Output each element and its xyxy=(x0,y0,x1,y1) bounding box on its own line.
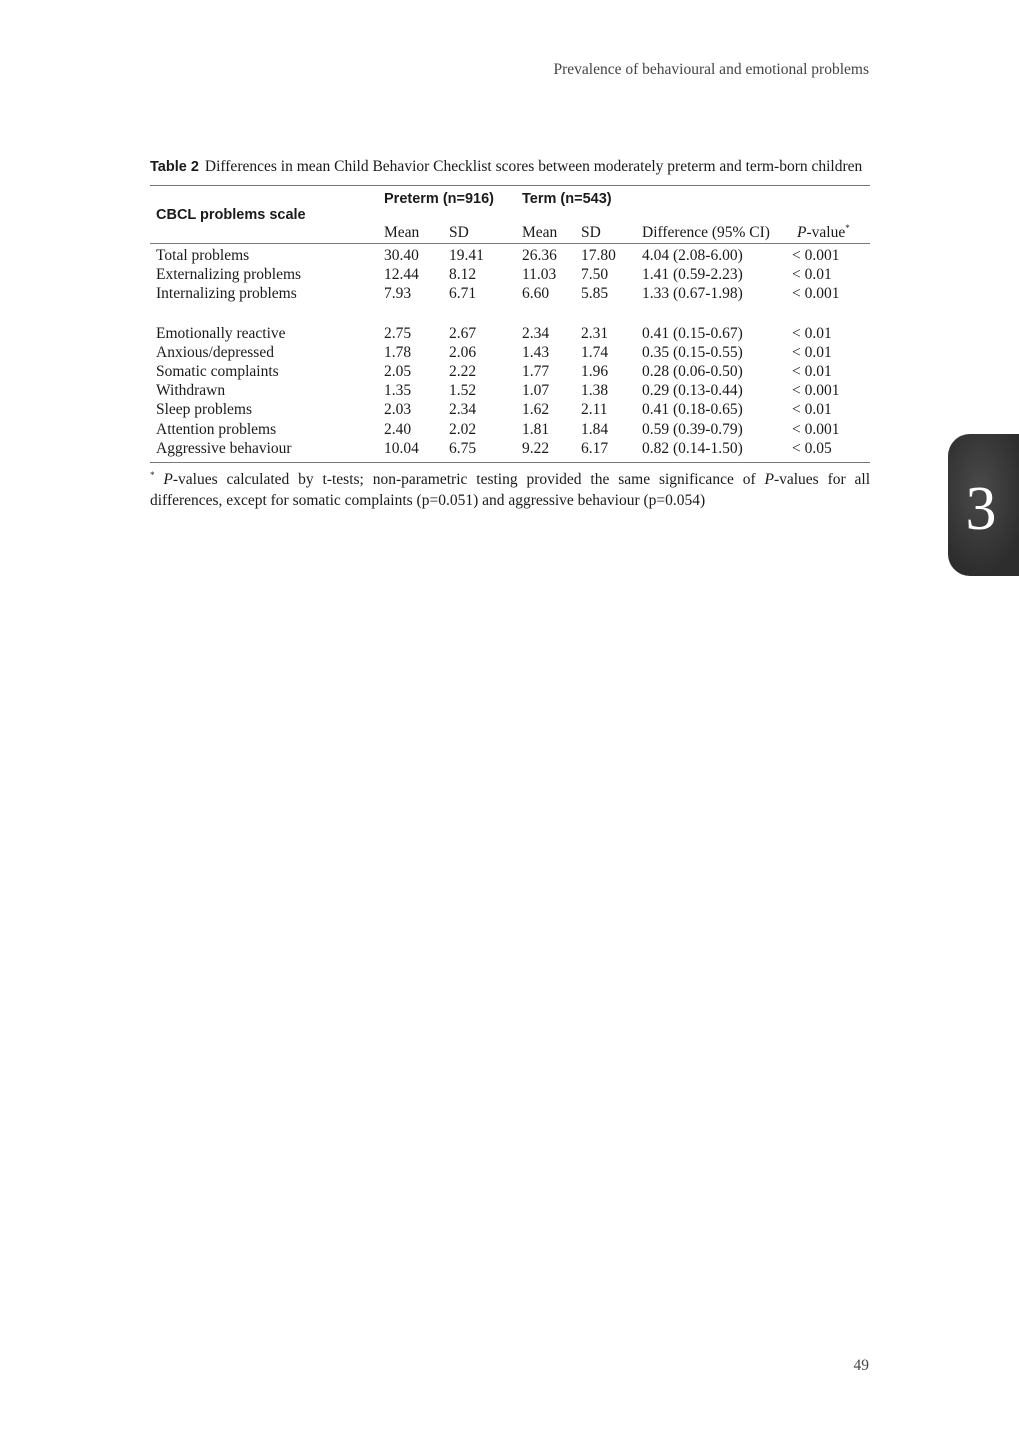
term-sd-cell: 1.38 xyxy=(581,382,609,400)
p-value-cell: < 0.001 xyxy=(792,382,840,400)
preterm-sd-cell: 6.71 xyxy=(449,285,477,303)
preterm-mean-cell: 2.05 xyxy=(384,363,412,381)
difference-ci-cell: 0.28 (0.06-0.50) xyxy=(642,363,743,381)
preterm-sd-cell: 2.22 xyxy=(449,363,477,381)
table-row xyxy=(150,324,870,343)
difference-ci-cell: 0.59 (0.39-0.79) xyxy=(642,420,743,438)
p-value-cell: < 0.01 xyxy=(792,343,832,361)
term-mean-cell: 6.60 xyxy=(522,285,550,303)
preterm-sd-cell: 19.41 xyxy=(449,247,484,264)
term-mean-cell: 9.22 xyxy=(522,439,581,463)
difference-ci-cell: 1.33 (0.67-1.98) xyxy=(642,285,743,303)
preterm-mean-cell: 2.75 xyxy=(384,324,412,342)
term-sd-cell: 1.96 xyxy=(581,363,609,381)
preterm-mean-cell: 10.04 xyxy=(384,439,449,463)
preterm-mean-cell: 1.35 xyxy=(384,382,412,400)
term-sd-cell: 2.11 xyxy=(581,401,608,419)
preterm-sd-cell: 1.52 xyxy=(449,382,477,400)
p-value-cell: < 0.01 xyxy=(792,363,832,381)
term-sd-cell: 5.85 xyxy=(581,285,609,303)
preterm-sd-header: SD xyxy=(449,212,522,244)
difference-header: Difference (95% CI) xyxy=(642,212,792,244)
preterm-mean-header: Mean xyxy=(384,212,449,244)
difference-ci-cell: 0.41 (0.18-0.65) xyxy=(642,401,743,419)
chapter-number: 3 xyxy=(965,474,997,543)
term-mean-cell: 1.07 xyxy=(522,382,550,400)
preterm-sd-cell: 6.75 xyxy=(449,439,522,463)
difference-ci-cell: 0.35 (0.15-0.55) xyxy=(642,343,743,361)
preterm-mean-cell: 12.44 xyxy=(384,266,419,284)
empty-header-cell xyxy=(792,186,870,213)
term-mean-cell: 2.34 xyxy=(522,324,550,342)
chapter-tab xyxy=(948,434,1019,576)
table-block xyxy=(150,156,870,511)
p-value-header: P-value* xyxy=(792,212,870,244)
term-sd-cell: 7.50 xyxy=(581,266,609,284)
caption-text: Differences in mean Child Behavior Checklist scores between moderately preterm and term-born children xyxy=(204,158,863,175)
term-mean-cell: 1.77 xyxy=(522,363,550,381)
preterm-sd-cell: 2.06 xyxy=(449,343,477,361)
table-row xyxy=(150,362,870,381)
term-sd-cell: 1.74 xyxy=(581,343,609,361)
term-mean-header: Mean xyxy=(522,212,581,244)
spacer-row xyxy=(150,304,870,324)
scale-name-cell: Somatic complaints xyxy=(156,363,279,381)
preterm-group-header: Preterm (n=916) xyxy=(384,186,522,213)
term-mean-cell: 1.81 xyxy=(522,420,550,438)
running-header: Prevalence of behavioural and emotional problems xyxy=(553,61,869,78)
scale-name-cell: Total problems xyxy=(156,247,250,264)
page-number: 49 xyxy=(853,1357,869,1374)
preterm-sd-cell: 2.67 xyxy=(449,324,477,342)
term-group-header: Term (n=543) xyxy=(522,186,642,213)
difference-ci-cell: 1.41 (0.59-2.23) xyxy=(642,266,743,284)
table-row xyxy=(150,244,870,266)
table-body xyxy=(150,244,870,463)
p-value-cell: < 0.01 xyxy=(792,324,832,342)
table-footnote: * P-values calculated by t-tests; non-parametric testing provided the same significance of P-values for all differences, except for somatic complaints (p=0.051) and aggressive behaviour (p=0.054) xyxy=(150,469,870,510)
p-value-cell: < 0.01 xyxy=(792,266,832,284)
term-sd-header: SD xyxy=(581,212,642,244)
preterm-mean-cell: 2.03 xyxy=(384,401,412,419)
table-row xyxy=(150,400,870,419)
term-sd-cell: 17.80 xyxy=(581,247,616,264)
preterm-mean-cell: 30.40 xyxy=(384,247,419,264)
scale-header: CBCL problems scale xyxy=(150,186,384,244)
difference-ci-cell: 0.29 (0.13-0.44) xyxy=(642,382,743,400)
group-header-row xyxy=(150,186,870,213)
difference-ci-cell: 0.82 (0.14-1.50) xyxy=(642,439,792,463)
table-row xyxy=(150,343,870,362)
scale-name-cell: Sleep problems xyxy=(156,401,252,419)
table-caption xyxy=(150,156,870,178)
cbcl-table xyxy=(150,185,870,463)
scale-name-cell: Externalizing problems xyxy=(156,266,302,284)
caption-label: Table 2 xyxy=(150,159,199,175)
term-mean-cell: 1.43 xyxy=(522,343,550,361)
table-row xyxy=(150,284,870,303)
term-mean-cell: 11.03 xyxy=(522,266,557,284)
term-sd-cell: 6.17 xyxy=(581,439,642,463)
table-row xyxy=(150,265,870,284)
preterm-sd-cell: 8.12 xyxy=(449,266,477,284)
preterm-mean-cell: 7.93 xyxy=(384,285,412,303)
scale-name-cell: Withdrawn xyxy=(156,382,226,400)
table-row xyxy=(150,439,870,463)
p-value-cell: < 0.001 xyxy=(792,420,840,438)
scale-name-cell: Aggressive behaviour xyxy=(150,439,384,463)
p-value-cell: < 0.001 xyxy=(792,285,840,303)
term-sd-cell: 1.84 xyxy=(581,420,609,438)
scale-name-cell: Internalizing problems xyxy=(156,285,297,303)
p-value-cell: < 0.01 xyxy=(792,401,832,419)
scale-name-cell: Emotionally reactive xyxy=(156,324,286,342)
term-sd-cell: 2.31 xyxy=(581,324,609,342)
empty-header-cell xyxy=(642,186,792,213)
preterm-mean-cell: 1.78 xyxy=(384,343,412,361)
table-row xyxy=(150,381,870,400)
scale-name-cell: Attention problems xyxy=(156,420,277,438)
preterm-sd-cell: 2.02 xyxy=(449,420,477,438)
scale-name-cell: Anxious/depressed xyxy=(156,343,274,361)
difference-ci-cell: 0.41 (0.15-0.67) xyxy=(642,324,743,342)
p-value-cell: < 0.05 xyxy=(792,439,870,463)
table-row xyxy=(150,420,870,439)
term-mean-cell: 1.62 xyxy=(522,401,550,419)
difference-ci-cell: 4.04 (2.08-6.00) xyxy=(642,247,743,264)
preterm-sd-cell: 2.34 xyxy=(449,401,477,419)
preterm-mean-cell: 2.40 xyxy=(384,420,412,438)
p-value-cell: < 0.001 xyxy=(792,247,840,264)
term-mean-cell: 26.36 xyxy=(522,247,557,264)
